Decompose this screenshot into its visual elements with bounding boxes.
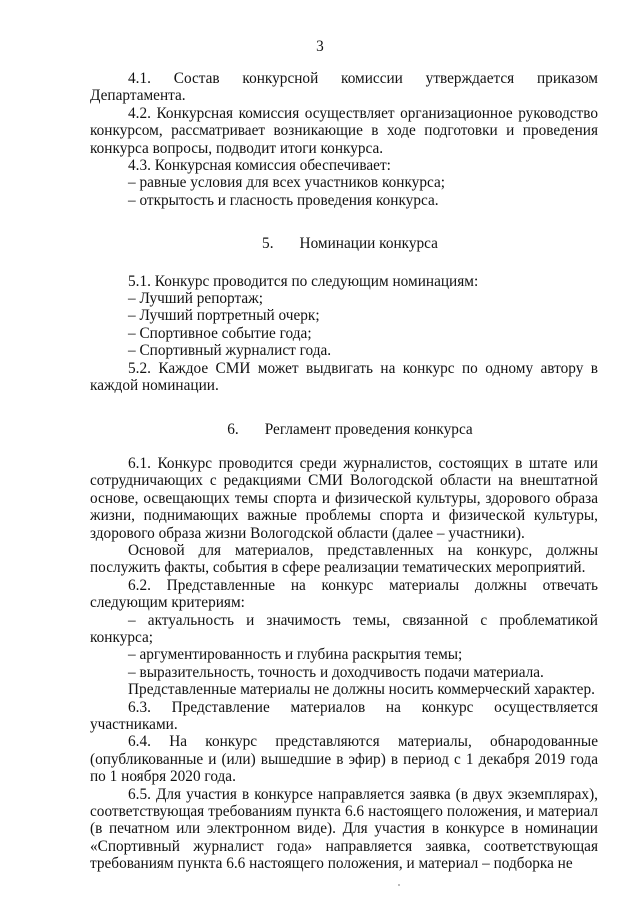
list-item: – открытость и гласность проведения конкурса.	[128, 191, 439, 209]
paragraph: Основой для материалов, представленных на конкурс, должны послужить факты, события в сфере реализации тематических мероприятий.	[90, 541, 598, 577]
section-title: Номинации конкурса	[299, 235, 438, 253]
paragraph-5-1: 5.1. Конкурс проводится по следующим номинациям:	[128, 272, 479, 290]
paragraph-6-1: 6.1. Конкурс проводится среди журналистов, состоящих в штате или сотрудничающих с редакциями СМИ Вологодской области на внештатной основе, освещающих темы спорта и физической культуры, здорового образа жизни, поднимающих важные проблемы спорта и физической культуры, здорового образа жизни Вологодской области (далее – участники).	[90, 454, 598, 542]
paragraph-6-2: 6.2. Представленные на конкурс материалы должны отвечать следующим критериям:	[90, 576, 598, 612]
paragraph-6-5: 6.5. Для участия в конкурсе направляется заявка (в двух экземплярах), соответствующая требованиям пункта 6.6 настоящего положения, и материал (в печатном или электронном виде). Для участия в конкурсе в номинации «Спортивный журналист года» направляется заявка, соответствующая требованиям пункта 6.6 настоящего положения, и материал – подборка не	[90, 785, 598, 873]
paragraph-5-2: 5.2. Каждое СМИ может выдвигать на конкурс по одному автору в каждой номинации.	[90, 359, 598, 395]
section-number: 6.	[227, 420, 239, 438]
document-body	[90, 70, 598, 873]
paragraph-6-4: 6.4. На конкурс представляются материалы, обнародованные (опубликованные и (или) вышедшие в эфир) в период с 1 декабря 2019 года по 1 ноября 2020 года.	[90, 733, 598, 786]
list-item: – равные условия для всех участников конкурса;	[128, 174, 445, 192]
paragraph: Представленные материалы не должны носить коммерческий характер.	[128, 681, 595, 699]
list-item: – аргументированность и глубина раскрытия темы;	[128, 646, 463, 664]
paragraph-4-3: 4.3. Конкурсная комиссия обеспечивает:	[128, 157, 391, 175]
list-item: – Спортивный журналист года.	[128, 342, 332, 360]
scan-speck	[398, 884, 400, 886]
list-item: – Лучший репортаж;	[128, 290, 263, 308]
section-heading-5	[90, 235, 598, 252]
list-item: – актуальность и значимость темы, связанной с проблематикой конкурса;	[90, 611, 598, 646]
page-number: 3	[316, 38, 324, 55]
section-title: Регламент проведения конкурса	[264, 420, 473, 438]
list-item: – Спортивное событие года;	[128, 324, 312, 342]
paragraph-6-3: 6.3. Представление материалов на конкурс осуществляется участниками.	[90, 698, 598, 733]
section-heading-6	[90, 421, 598, 438]
paragraph-4-2: 4.2. Конкурсная комиссия осуществляет организационное руководство конкурсом, рассматривает возникающие в ходе подготовки и проведения конкурса вопросы, подводит итоги конкурса.	[90, 104, 598, 157]
list-item: – Лучший портретный очерк;	[128, 307, 320, 325]
paragraph-4-1: 4.1. Состав конкурсной комиссии утверждается приказом Департамента.	[90, 70, 598, 105]
list-item: – выразительность, точность и доходчивость подачи материала.	[128, 663, 544, 681]
section-number: 5.	[262, 235, 274, 253]
